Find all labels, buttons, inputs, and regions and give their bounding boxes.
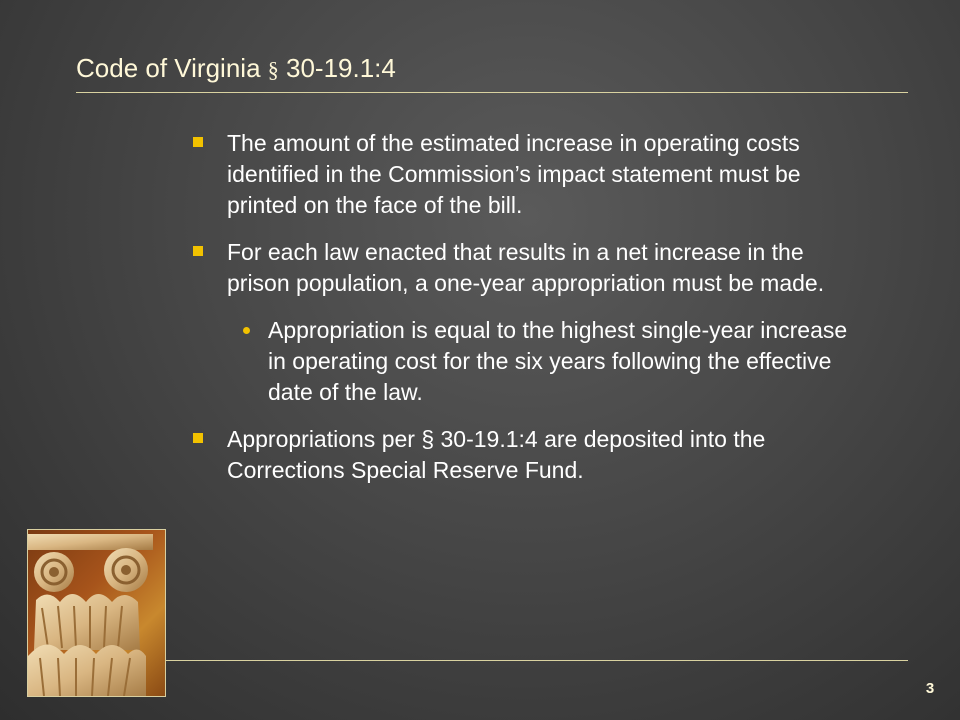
title-divider <box>76 92 908 93</box>
bullet-text: The amount of the estimated increase in operating costs identified in the Commission’s impact statement must be printed on the face of the bill. <box>227 130 801 218</box>
bullet-item <box>190 424 850 486</box>
page-number: 3 <box>925 680 935 697</box>
square-bullet-icon <box>193 433 203 443</box>
square-bullet-icon <box>193 246 203 256</box>
bullet-text: Appropriations per § 30-19.1:4 are deposited into the Corrections Special Reserve Fund. <box>227 426 766 483</box>
title-section-number: 30-19.1:4 <box>286 53 396 83</box>
slide-title <box>76 53 396 84</box>
corinthian-capital-image <box>27 529 166 697</box>
footer-divider <box>166 660 908 661</box>
bullet-text: For each law enacted that results in a net increase in the prison population, a one-year appropriation must be made. <box>227 239 825 296</box>
section-symbol: § <box>267 57 279 82</box>
column-capital-icon <box>28 530 166 697</box>
round-bullet-icon <box>243 327 250 334</box>
square-bullet-icon <box>193 137 203 147</box>
bullet-item <box>190 237 850 299</box>
title-text: Code of Virginia <box>76 53 261 83</box>
sub-bullet-text: Appropriation is equal to the highest single-year increase in operating cost for the six years following the effective date of the law. <box>268 317 848 405</box>
bullet-item <box>190 128 850 221</box>
sub-bullet-item <box>190 315 850 408</box>
bullet-list <box>190 128 850 502</box>
